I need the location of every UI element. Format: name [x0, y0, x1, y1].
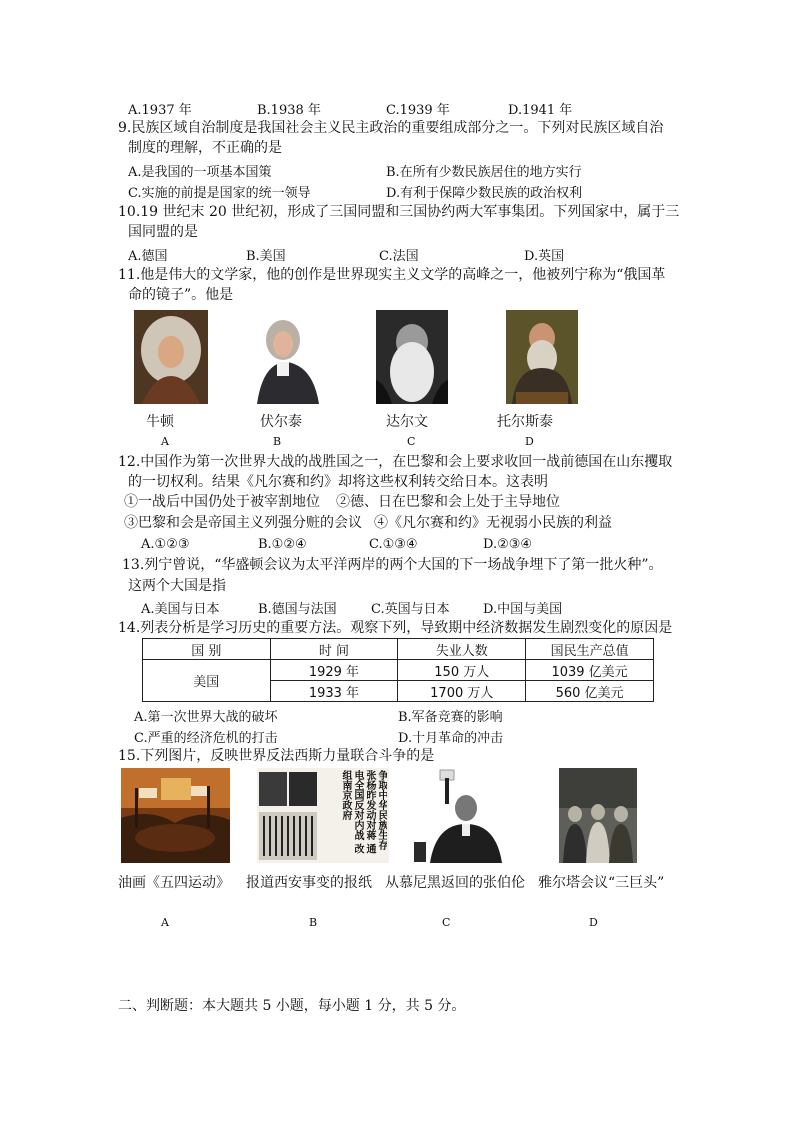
yalta-conference-photo	[559, 768, 637, 863]
q10-option-b: B.美国	[246, 249, 286, 264]
q12-option-c: C.①③④	[369, 537, 418, 552]
q11-letter-d: D	[525, 435, 534, 448]
q10-stem-line1: 10.19 世纪末 20 世纪初，形成了三国同盟和三国协约两大军事集团。下列国家中，属于三	[118, 204, 680, 220]
q10-option-a: A.德国	[128, 249, 168, 264]
q11-caption-c: 达尔文	[386, 414, 428, 430]
q13-option-b: B.德国与法国	[258, 602, 337, 617]
q12-statement-2: ②德、日在巴黎和会上处于主导地位	[336, 494, 560, 510]
q14-option-b: B.军备竞赛的影响	[398, 710, 503, 725]
q13-stem-line1: 13.列宁曾说，“华盛顿会议为太平洋两岸的两个大国的下一场战争埋下了第一批火种”。	[122, 557, 663, 573]
table-cell-country: 美国	[143, 660, 271, 702]
q9-option-a: A.是我国的一项基本国策	[128, 165, 272, 180]
q14-option-a: A.第一次世界大战的破坏	[134, 710, 278, 725]
may-fourth-painting	[121, 768, 230, 863]
q11-stem-line2: 命的镜子”。他是	[128, 287, 234, 303]
q14-option-d: D.十月革命的冲击	[398, 731, 504, 746]
table-cell: 1039 亿美元	[526, 660, 654, 681]
q12-option-b: B.①②④	[258, 537, 307, 552]
q13-stem-line2: 这两个大国是指	[128, 578, 226, 594]
table-cell: 1933 年	[270, 681, 398, 702]
q15-caption-c: 从慕尼黑返回的张伯伦	[385, 875, 525, 891]
table-header-time: 时 间	[270, 639, 398, 660]
q12-statement-4: ④《凡尔赛和约》无视弱小民族的利益	[374, 515, 612, 531]
table-cell: 1929 年	[270, 660, 398, 681]
q12-statement-1: ①一战后中国仍处于被宰割地位	[124, 494, 320, 510]
voltaire-portrait	[253, 310, 325, 404]
q12-statement-3: ③巴黎和会是帝国主义列强分赃的会议	[124, 515, 362, 531]
q9-stem-line1: 9.民族区域自治制度是我国社会主义民主政治的重要组成部分之一。下列对民族区域自治	[118, 120, 664, 136]
q11-letter-b: B	[273, 435, 282, 448]
table-header-country: 国 别	[143, 639, 271, 660]
q12-option-a: A.①②③	[141, 537, 190, 552]
q10-option-c: C.法国	[379, 249, 419, 264]
q15-caption-d: 雅尔塔会议“三巨头”	[538, 875, 665, 891]
q9-stem-line2: 制度的理解，不正确的是	[128, 140, 282, 156]
q15-caption-a: 油画《五四运动》	[118, 875, 230, 891]
q13-option-a: A.美国与日本	[141, 602, 220, 617]
q12-stem-line1: 12.中国作为第一次世界大战的战胜国之一，在巴黎和会上要求收回一战前德国在山东攫取	[118, 454, 673, 470]
table-cell: 560 亿美元	[526, 681, 654, 702]
table-header-unemployed: 失业人数	[398, 639, 526, 660]
q11-letter-c: C	[407, 435, 416, 448]
q11-caption-b: 伏尔泰	[260, 414, 302, 430]
q8-option-d: D.1941 年	[508, 103, 573, 118]
q11-letter-a: A	[161, 435, 169, 448]
q15-letter-a: A	[161, 916, 169, 929]
q9-option-b: B.在所有少数民族居住的地方实行	[386, 165, 582, 180]
q11-stem-line1: 11.他是伟大的文学家，他的创作是世界现实主义文学的高峰之一，他被列宁称为“俄国革	[118, 267, 666, 283]
q13-option-c: C.英国与日本	[371, 602, 450, 617]
q12-option-d: D.②③④	[483, 537, 533, 552]
q8-option-a: A.1937 年	[128, 103, 192, 118]
q14-stem: 14.列表分析是学习历史的重要方法。观察下列，导致期中经济数据发生剧烈变化的原因是	[118, 620, 673, 636]
q11-caption-a: 牛顿	[146, 414, 174, 430]
table-row	[143, 660, 654, 681]
q15-letter-d: D	[589, 916, 598, 929]
q10-stem-line2: 国同盟的是	[128, 224, 198, 240]
table-header-gnp: 国民生产总值	[526, 639, 654, 660]
q15-caption-b: 报道西安事变的报纸	[246, 875, 372, 891]
table-header-row	[143, 639, 654, 660]
q15-stem: 15.下列图片，反映世界反法西斯力量联合斗争的是	[118, 748, 435, 764]
q15-letter-b: B	[309, 916, 318, 929]
q9-option-d: D.有利于保障少数民族的政治权利	[386, 186, 583, 201]
q9-option-c: C.实施的前提是国家的统一领导	[128, 186, 311, 201]
xian-incident-newspaper	[257, 768, 389, 863]
chamberlain-photo	[410, 768, 508, 863]
q13-option-d: D.中国与美国	[483, 602, 563, 617]
table-cell: 150 万人	[398, 660, 526, 681]
darwin-portrait	[376, 310, 448, 404]
q15-letter-c: C	[442, 916, 451, 929]
unemployment-gnp-table	[142, 638, 654, 702]
q8-option-c: C.1939 年	[386, 103, 450, 118]
q14-option-c: C.严重的经济危机的打击	[134, 731, 278, 746]
newton-portrait	[134, 310, 208, 404]
table-cell: 1700 万人	[398, 681, 526, 702]
section-2-heading: 二、判断题：本大题共 5 小题，每小题 1 分，共 5 分。	[118, 998, 466, 1014]
q11-caption-d: 托尔斯泰	[497, 414, 553, 430]
q12-stem-line2: 的一切权利。结果《凡尔赛和约》却将这些权利转交给日本。这表明	[128, 474, 548, 490]
q10-option-d: D.英国	[524, 249, 565, 264]
tolstoy-portrait	[506, 310, 578, 404]
newspaper-headline: 争取中华民族生存 张杨昨发动对蒋 通电全国反对内战 改组南京政府	[340, 770, 387, 854]
q8-option-b: B.1938 年	[257, 103, 321, 118]
